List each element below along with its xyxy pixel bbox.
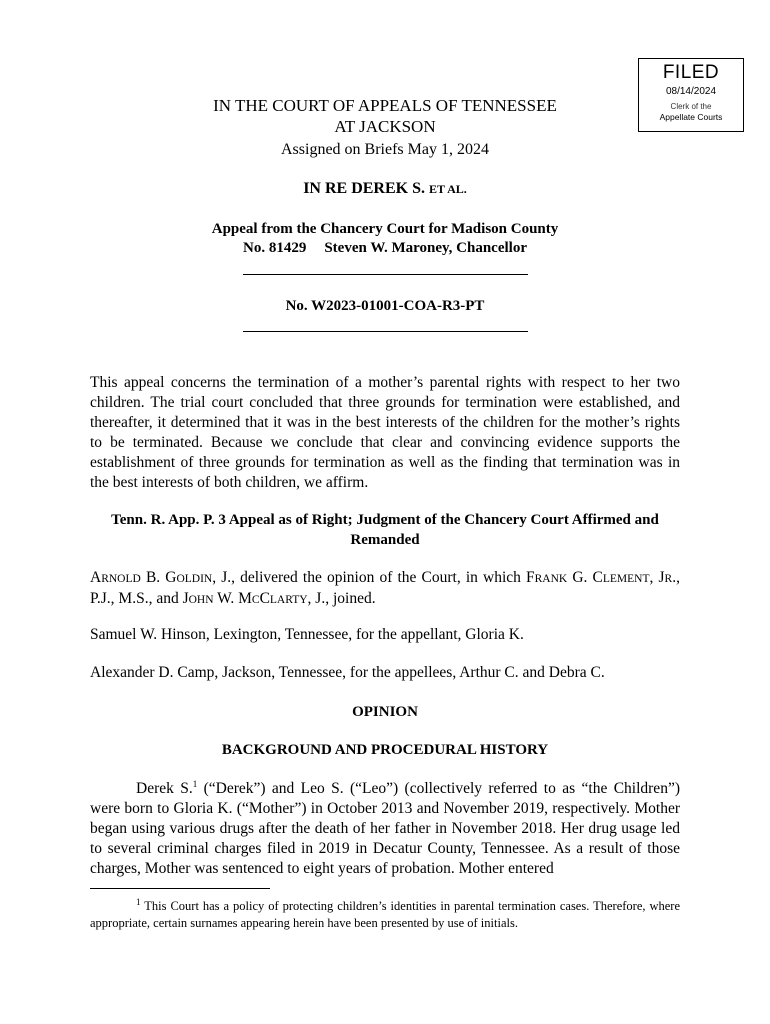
text-run: C (259, 590, 270, 607)
footnote (90, 898, 680, 932)
text-run: LEMENT (602, 573, 650, 585)
filed-stamp-courts: Appellate Courts (659, 112, 723, 122)
trial-judge: Steven W. Maroney, Chancellor (324, 240, 527, 256)
trial-case-number: No. 81429 (243, 240, 307, 256)
divider-top (243, 274, 528, 275)
docket-number: No. W2023-01001-COA-R3-PT (285, 298, 485, 314)
counsel-appellant: Samuel W. Hinson, Lexington, Tennessee, for the appellant, Gloria K. (90, 626, 524, 643)
body-paragraph (90, 779, 680, 879)
text-run: RNOLD (101, 573, 141, 585)
text-run: OHN (188, 594, 214, 606)
text-run: ., P.J., M.S., and J (90, 569, 680, 607)
body-text-rest: (“Derek”) and Leo S. (“Leo”) (collectively referred to as “the Children”) were born to Gloria K. (“Mother”) in October 2013 and November 2019, respectively. Mother began using various drugs after the death of her father in November 2018. Her drug usage led to several criminal charges filed in 2019 in Decatur County, Tennessee. As a result of those charges, Mother was sentenced to eight years of probation. Mother entered (90, 780, 680, 877)
disposition: Tenn. R. App. P. 3 Appeal as of Right; Judgment of the Chancery Court Affirmed and Remanded (111, 512, 659, 548)
text-run: W. M (213, 590, 252, 607)
appeal-from: Appeal from the Chancery Court for Madison County (211, 221, 559, 237)
text-run: , J., delivered the opinion of the Court, in which F (212, 569, 535, 586)
court-name: IN THE COURT OF APPEALS OF TENNESSEE (213, 96, 557, 115)
text-run: C (251, 594, 260, 606)
divider-bottom (243, 331, 528, 332)
abstract: This appeal concerns the termination of a mother’s parental rights with respect to her two children. The trial court concluded that three grounds for termination were established, and thereafter, it determined that it was in the best interests of the children for the mother’s rights to be terminated. Because we conclude that clear and convincing evidence supports the establishment of three grounds for termination as well as the finding that termination was in the best interests of both children, we affirm. (90, 374, 680, 491)
body-text-start: Derek S. (136, 780, 193, 797)
assigned-date: Assigned on Briefs May 1, 2024 (281, 141, 489, 158)
case-caption-main: IN RE DEREK S. (303, 180, 425, 197)
case-caption-suffix: ET AL. (429, 182, 467, 196)
footnote-ref: 1 (192, 778, 198, 789)
text-run: LARTY (269, 594, 308, 606)
filed-stamp-date: 08/14/2024 (665, 86, 717, 97)
footnote-text: This Court has a policy of protecting children’s identities in parental termination cases. Therefore, where appropriate, certain surnames appearing herein have been presented by use of initials. (90, 899, 680, 930)
filed-stamp-title: FILED (662, 62, 720, 83)
case-caption (90, 178, 680, 200)
filed-stamp-clerk: Clerk of the (670, 102, 712, 111)
text-run: A (90, 569, 102, 586)
text-run: RANK (534, 573, 568, 585)
text-run: OLDIN (176, 573, 213, 585)
text-run: , J., joined. (307, 590, 376, 607)
text-run: G. C (567, 569, 603, 586)
footnote-divider (90, 888, 270, 889)
counsel-appellees: Alexander D. Camp, Jackson, Tennessee, for the appellees, Arthur C. and Debra C. (90, 664, 605, 681)
text-run: , J (649, 569, 665, 586)
court-location: AT JACKSON (334, 117, 436, 136)
footnote-mark: 1 (136, 896, 141, 907)
text-run: R (664, 573, 673, 585)
heading-background: BACKGROUND AND PROCEDURAL HISTORY (221, 742, 549, 758)
trial-case-line (90, 238, 680, 258)
heading-opinion: OPINION (352, 704, 418, 720)
text-run: B. G (140, 569, 177, 586)
opinion-authorship (90, 568, 680, 610)
